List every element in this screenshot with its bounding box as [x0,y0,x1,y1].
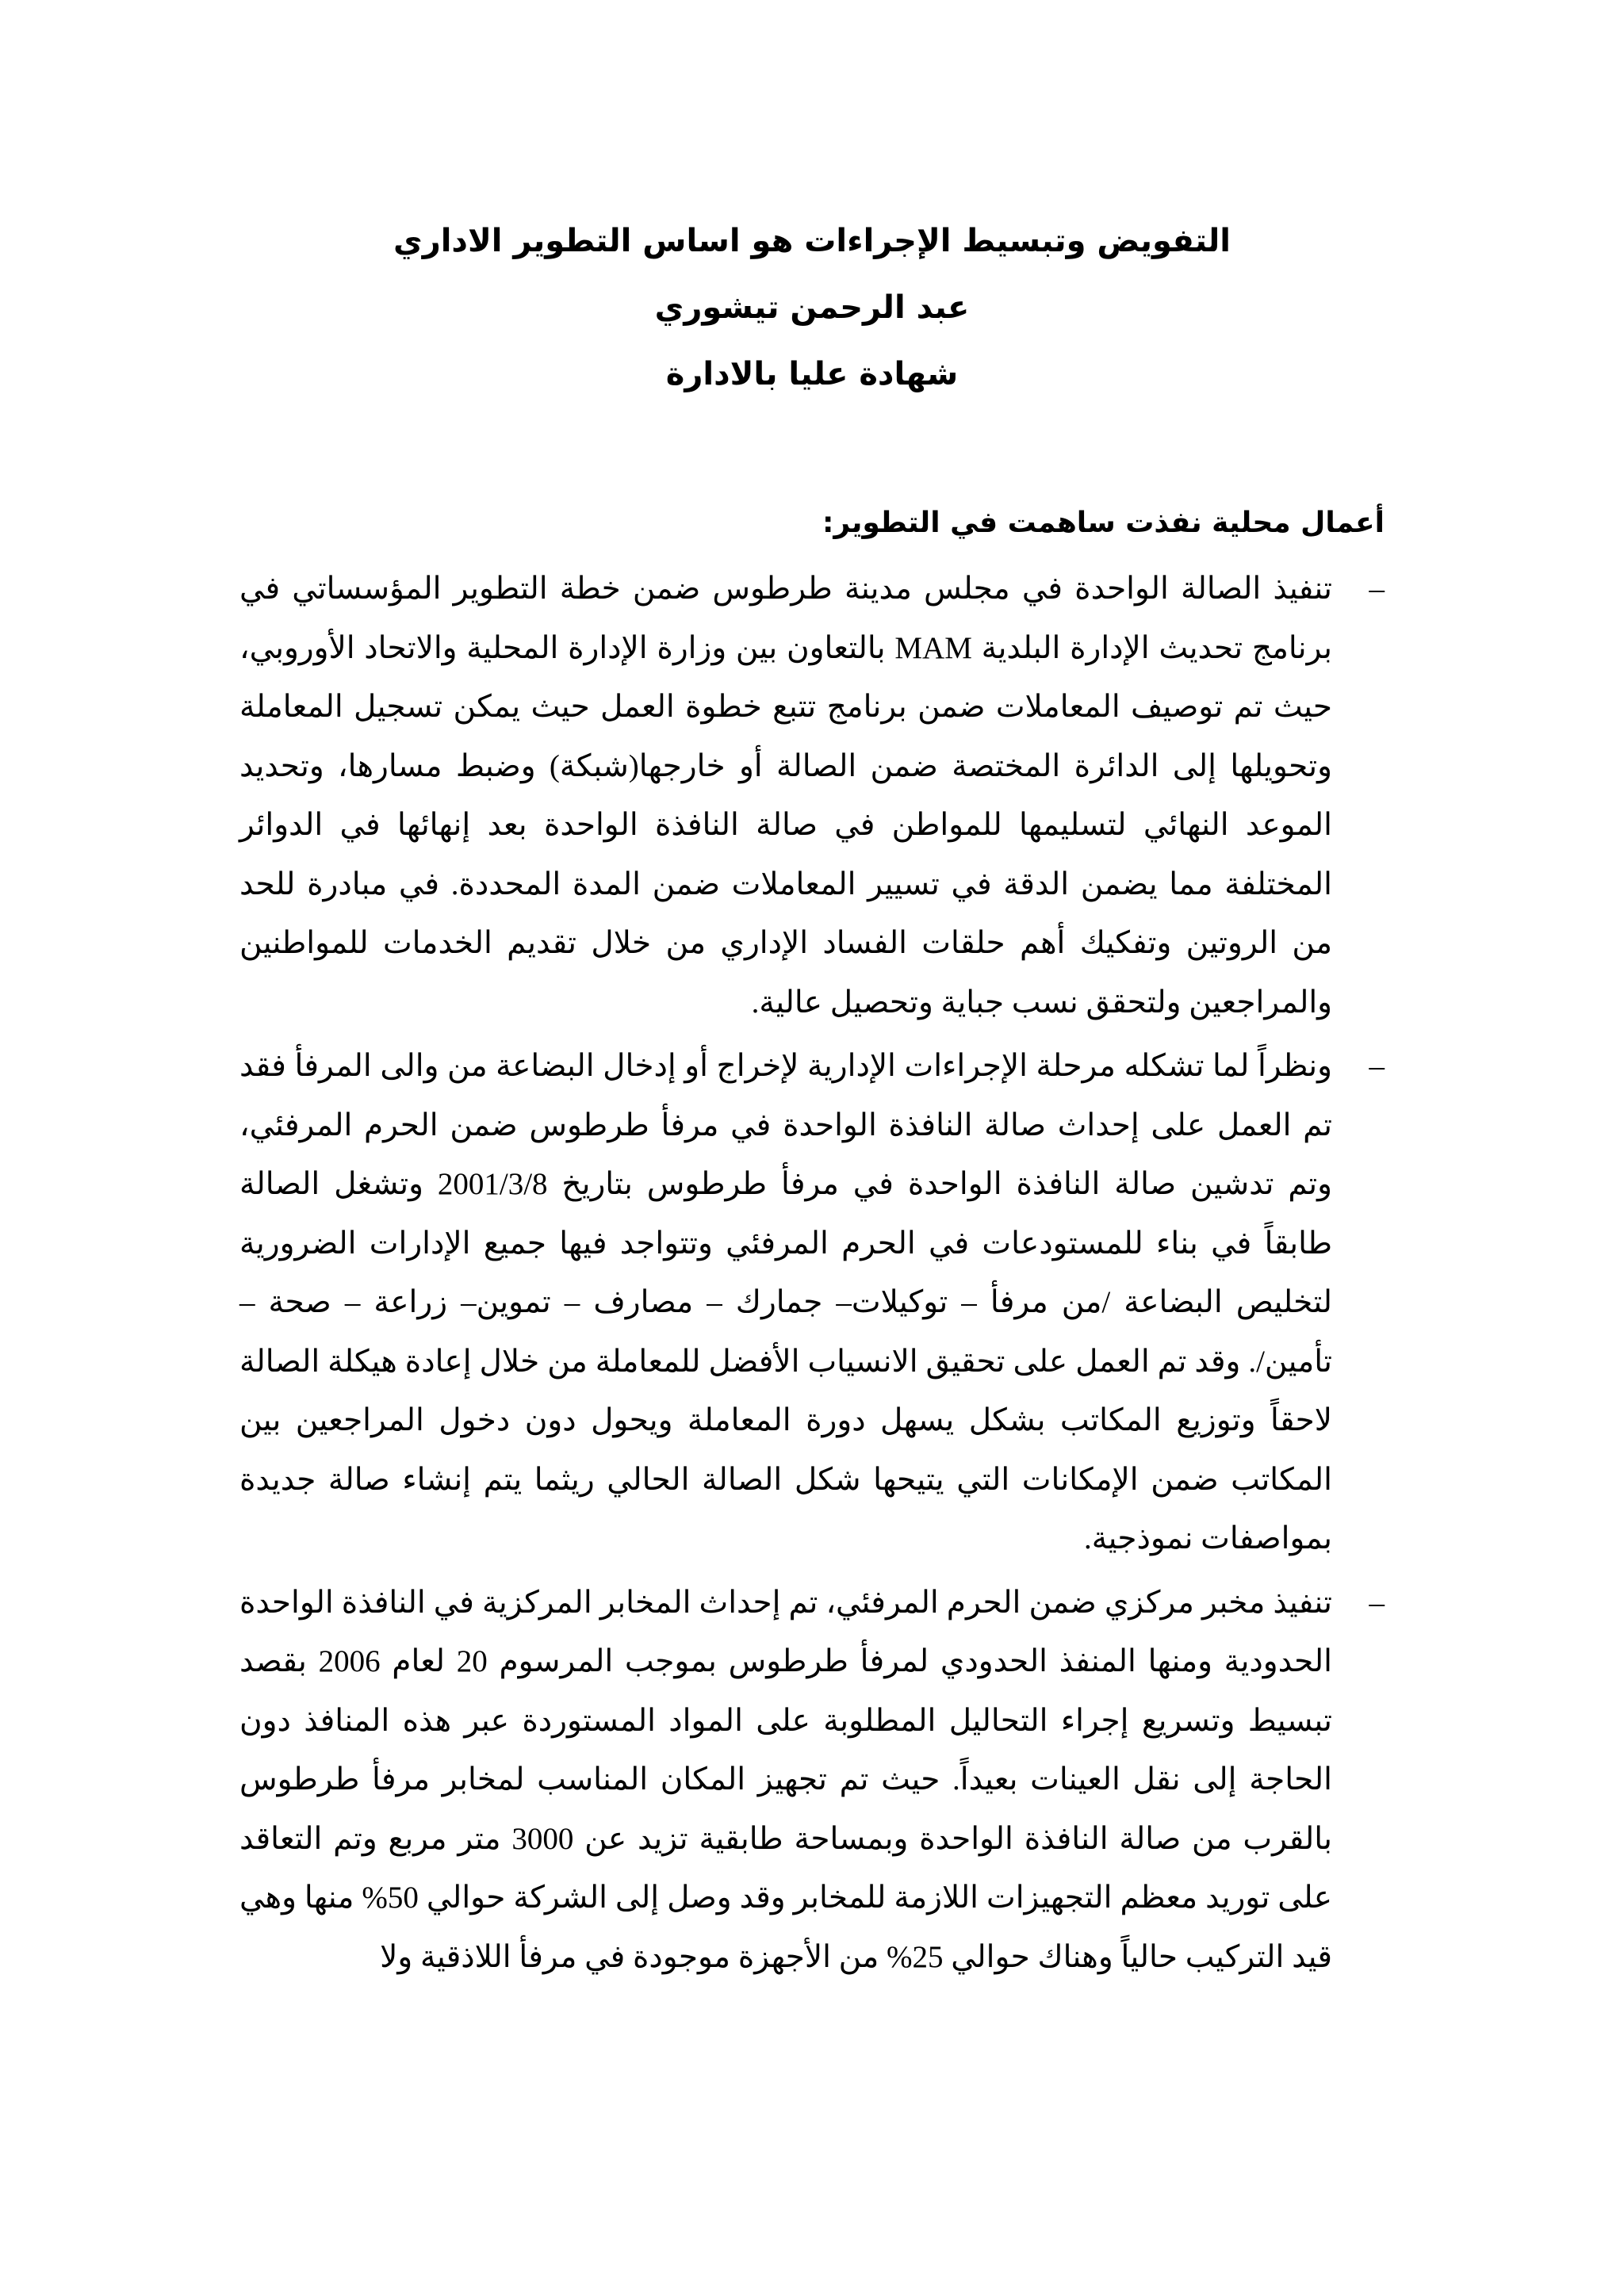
title-block [0,208,1624,408]
bullet-dash: – [1369,1585,1385,1620]
paragraph-text: ونظراً لما تشكله مرحلة الإجراءات الإدارية لإخراج أو إدخال البضاعة من والى المرفأ فقد تم العمل على إحداث صالة النافذة الواحدة في مرفأ طرطوس ضمن الحرم المرفئي، وتم تدشين صالة النافذة الواحدة في مرفأ طرطوس بتاريخ 2001/3/8 وتشغل الصالة طابقاً في بناء للمستودعات في الحرم المرفئي وتتواجد فيها جميع الإدارات الضرورية لتخليص البضاعة /من مرفأ – توكيلات– جمارك – مصارف – تموين– زراعة – صحة – تأمين/. وقد تم العمل على تحقيق الانسياب الأفضل للمعاملة من خلال إعادة هيكلة الصالة لاحقاً وتوزيع المكاتب بشكل يسهل دورة المعاملة ويحول دون دخول المراجعين بين المكاتب ضمن الإمكانات التي يتيحها شكل الصالة الحالي ريثما يتم إنشاء صالة جديدة بمواصفات نموذجية. [239,1049,1332,1556]
list-item [239,1574,1385,1988]
document-title: التفويض وتبسيط الإجراءات هو اساس التطوير الاداري [393,223,1231,259]
list-item [239,560,1385,1032]
bullet-dash: – [1369,572,1385,606]
author-credential: شهادة عليا بالادارة [665,356,959,392]
bullet-dash: – [1369,1049,1385,1083]
author-name: عبد الرحمن تيشوري [654,289,970,326]
paragraph-text: تنفيذ مخبر مركزي ضمن الحرم المرفئي، تم إحداث المخابر المركزية في النافذة الواحدة الحدودية ومنها المنفذ الحدودي لمرفأ طرطوس بموجب المرسوم 20 لعام 2006 بقصد تبسيط وتسريع إجراء التحاليل المطلوبة على المواد المستوردة عبر هذه المنافذ دون الحاجة إلى نقل العينات بعيداً. حيث تم تجهيز المكان المناسب لمخابر مرفأ طرطوس بالقرب من صالة النافذة الواحدة وبمساحة طابقية تزيد عن 3000 متر مربع وتم التعاقد على توريد معظم التجهيزات اللازمة للمخابر وقد وصل إلى الشركة حوالي 50% منها وهي قيد التركيب حالياً وهناك حوالي 25% من الأجهزة موجودة في مرفأ اللاذقية ولا [239,1585,1332,1974]
bullet-list [239,560,1385,1992]
paragraph-text: تنفيذ الصالة الواحدة في مجلس مدينة طرطوس ضمن خطة التطوير المؤسساتي في برنامج تحديث الإدارة البلدية MAM بالتعاون بين وزارة الإدارة المحلية والاتحاد الأوروبي، حيث تم توصيف المعاملات ضمن برنامج تتبع خطوة العمل حيث يمكن تسجيل المعاملة وتحويلها إلى الدائرة المختصة ضمن الصالة أو خارجها(شبكة) وضبط مسارها، وتحديد الموعد النهائي لتسليمها للمواطن في صالة النافذة الواحدة بعد إنهائها في الدوائر المختلفة مما يضمن الدقة في تسيير المعاملات ضمن المدة المحددة. في مبادرة للحد من الروتين وتفكيك أهم حلقات الفساد الإداري من خلال تقديم الخدمات للمواطنين والمراجعين ولتحقق نسب جباية وتحصيل عالية. [239,572,1332,1020]
list-item [239,1037,1385,1569]
section-heading: أعمال محلية نفذت ساهمت في التطوير: [822,507,1385,539]
